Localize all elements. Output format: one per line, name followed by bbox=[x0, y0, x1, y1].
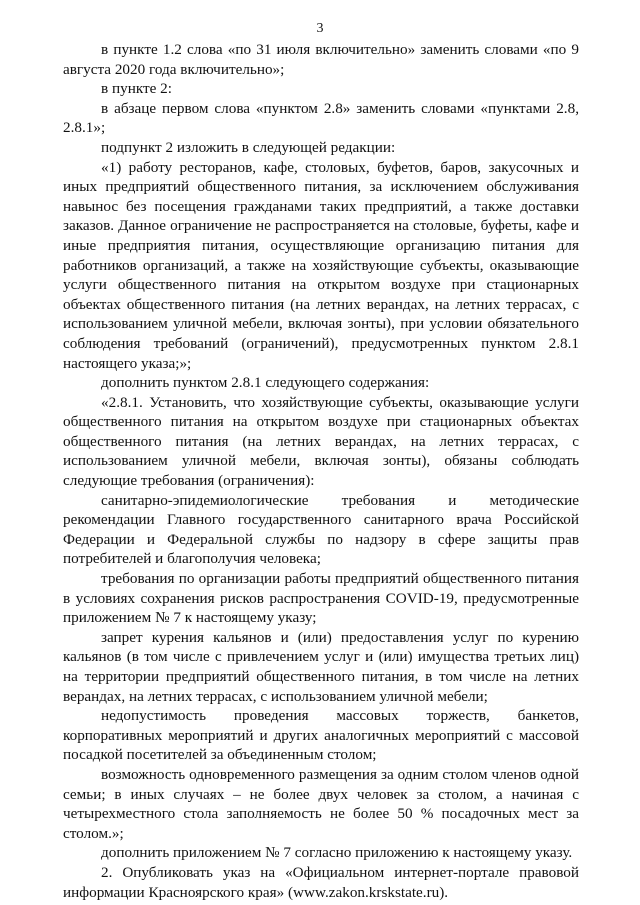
paragraph-5: «1) работу ресторанов, кафе, столовых, буфетов, баров, закусочных и иных предприятий общественного питания, за исключением обслуживания навынос без посещения гражданами таких предприятий, а также доставки заказов. Данное ограничение не распространяется на столовые, буфеты, кафе и иные предприятия питания, осуществляющие организацию питания для работников организаций, а также на хозяйствующие субъекты, оказывающие услуги общественного питания на открытом воздухе при стационарных объектах общественного питания (на летних верандах, на летних террасах, с использованием уличной мебели, включая зонты), при условии обязательного соблюдения требований (ограничений), предусмотренных пунктом 2.8.1 настоящего указа;»; bbox=[63, 158, 579, 372]
paragraph-4: подпункт 2 изложить в следующей редакции: bbox=[101, 138, 396, 156]
paragraph-2: в пункте 2: bbox=[101, 80, 172, 98]
paragraph-9: требования по организации работы предприятий общественного питания в условиях сохранения рисков распространения COVID-19, предусмотренные приложением № 7 к настоящему указу; bbox=[63, 570, 579, 627]
paragraph-7: «2.8.1. Установить, что хозяйствующие субъекты, оказывающие услуги общественного питания на открытом воздухе при стационарных объектах общественного питания (на летних верандах, на летних террасах, с использованием уличной мебели, включая зонты), обязаны соблюдать следующие требования (ограничения): bbox=[63, 393, 579, 490]
paragraph-6: дополнить пунктом 2.8.1 следующего содержания: bbox=[101, 374, 430, 392]
document-body bbox=[63, 40, 579, 902]
page-number: 3 bbox=[316, 21, 324, 36]
paragraph-13: дополнить приложением № 7 согласно приложению к настоящему указу. bbox=[101, 844, 573, 862]
paragraph-8: санитарно-эпидемиологические требования и методические рекомендации Главного государственного санитарного врача Российской Федерации и Федеральной службы по надзору в сфере защиты прав потребителей и благополучия человека; bbox=[63, 491, 579, 568]
paragraph-14: 2. Опубликовать указ на «Официальном интернет-портале правовой информации Красноярского края» (www.zakon.krskstate.ru). bbox=[63, 863, 579, 901]
paragraph-1: в пункте 1.2 слова «по 31 июля включительно» заменить словами «по 9 августа 2020 года включительно»; bbox=[63, 41, 579, 78]
paragraph-3: в абзаце первом слова «пунктом 2.8» заменить словами «пунктами 2.8, 2.8.1»; bbox=[63, 99, 579, 137]
paragraph-12: возможность одновременного размещения за одним столом членов одной семьи; в иных случаях – не более двух человек за столом, а начиная с четырехместного стола заполняемость не более 50 % посадочных мест за столом.»; bbox=[63, 765, 579, 842]
paragraph-10: запрет курения кальянов и (или) предоставления услуг по курению кальянов (в том числе с привлечением услуг и (или) имущества третьих лиц) на территории предприятий общественного питания, в том числе на летних верандах, на летних террасах, с использованием уличной мебели; bbox=[63, 628, 579, 705]
paragraph-11: недопустимость проведения массовых торжеств, банкетов, корпоративных мероприятий и других аналогичных мероприятий с массовой посадкой посетителей за объединенным столом; bbox=[63, 707, 579, 764]
